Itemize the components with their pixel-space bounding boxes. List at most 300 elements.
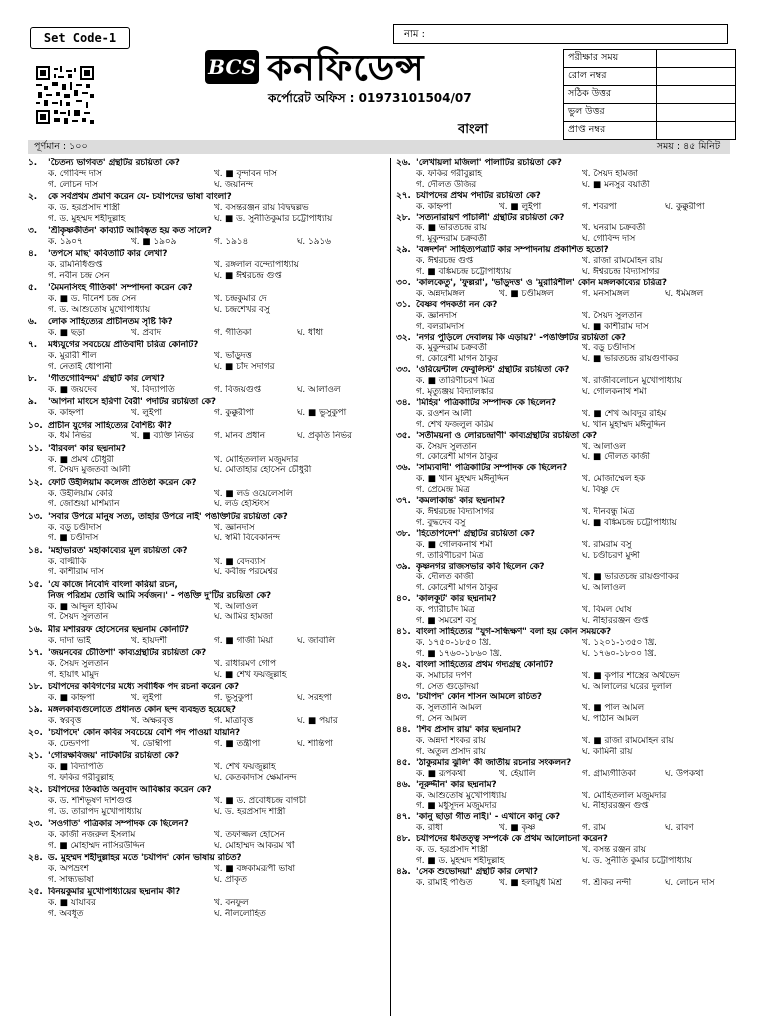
question-stem xyxy=(396,278,748,289)
answer-option[interactable]: ঘ. রাবণ xyxy=(665,823,694,834)
answer-option[interactable]: খ. ■ বঙ্গকামরূপী ভাষা xyxy=(214,864,295,875)
answer-option[interactable]: ঘ. উপকথা xyxy=(665,768,704,779)
question-number: ১৪. xyxy=(28,545,43,556)
answer-option[interactable]: খ. ■ লর্ড ওয়েলেসলি xyxy=(214,488,293,499)
answer-option[interactable]: ঘ. ■ কাশীরাম দাস xyxy=(582,321,649,332)
info-label: পরীক্ষার সময় xyxy=(564,50,657,68)
answer-option[interactable]: গ. নেতাই ধোপানী xyxy=(48,362,113,373)
answer-option[interactable]: ক. ■ কাহ্নপা xyxy=(48,692,95,703)
answer-option[interactable]: খ. তফাজ্জল হোসেন xyxy=(214,830,285,840)
question-item xyxy=(396,213,748,246)
answer-option[interactable]: ঘ. ■ বঙ্কিমচন্দ্র চট্টোপাধ্যায় xyxy=(582,517,677,528)
question-text: 'বঙ্গদর্শন' সাহিত্যপত্রটি কার সম্পাদনায় প্রকাশিত হতো? xyxy=(416,245,609,256)
question-text: 'গোরক্ষবিজয়' নাটকটির রচয়িতা কে? xyxy=(48,751,180,762)
answer-option[interactable]: ক. অন্নদামঙ্গল xyxy=(416,288,465,299)
answer-option[interactable]: গ. শেখ ফজলুল করিম xyxy=(416,419,494,430)
question-number: ৪০. xyxy=(396,594,411,605)
question-number: ৪৮. xyxy=(396,834,411,845)
answer-option[interactable]: গ. বলরামদাস xyxy=(416,321,465,332)
answer-option[interactable]: গ. ■ তন্ত্রীপা xyxy=(214,738,261,749)
question-number: ২০. xyxy=(28,727,43,738)
question-text: কে সর্বপ্রথম প্রমাণ করেন যে- চর্যাপদের ভাষা বাংলা? xyxy=(48,192,232,203)
question-stem xyxy=(396,245,748,256)
question-number: ২১. xyxy=(28,751,43,762)
answer-option[interactable]: ঘ. মোতাহার হোসেন চৌধুরী xyxy=(214,465,312,476)
question-text: 'সাম্যবাদী' পত্রিকাটির সম্পাদক কে ছিলেন? xyxy=(416,463,568,474)
answer-option[interactable]: ক. আশুতোষ মুখোপাধ্যায় xyxy=(416,790,507,801)
answer-option[interactable]: খ. বসন্ত রঞ্জন রায় xyxy=(582,845,646,856)
answer-option[interactable]: গ. রাম xyxy=(582,823,606,834)
question-stem xyxy=(396,725,748,736)
info-row xyxy=(564,68,736,86)
answer-option[interactable]: ঘ. লোচন দাস xyxy=(665,877,715,888)
question-item xyxy=(396,463,748,496)
answer-option[interactable]: গ. লোচন দাস xyxy=(48,179,98,190)
answer-option[interactable]: খ. মোজাম্মেল হক xyxy=(582,474,645,485)
answer-option[interactable]: ক. ■ আব্দুল হাকিম xyxy=(48,601,118,612)
answer-option[interactable]: খ. হায়দর্শী xyxy=(131,635,168,646)
answer-option[interactable]: খ. ■ রাজা রামমোহন রায় xyxy=(582,736,674,747)
answer-options xyxy=(396,605,748,627)
answer-option[interactable]: গ. ■ ড. মুহম্মদ শহীদুল্লাহ xyxy=(416,856,505,866)
question-text: 'শ্রীকৃষ্ণকীর্তন' কাব্যটি আবিষ্কৃত হয় কত সালে? xyxy=(48,226,212,237)
answer-option[interactable]: গ. ১৯১৪ xyxy=(214,236,249,247)
answer-option[interactable]: ক. ■ রূপকথা xyxy=(416,768,466,779)
answer-option[interactable]: খ. ■ চণ্ডীমঙ্গল xyxy=(499,288,554,299)
answer-option[interactable]: খ. ১২০১-১৩৫০ খ্রি. xyxy=(582,637,657,648)
answer-option[interactable]: খ. ■ পাল আমল xyxy=(582,703,645,714)
answer-option[interactable]: খ. বিমল ঘোষ xyxy=(582,605,632,616)
answer-option[interactable]: ঘ. গোবিন্দ দাস xyxy=(582,234,636,245)
answer-option[interactable]: ঘ. ■ পয়ার xyxy=(297,715,338,726)
info-value[interactable] xyxy=(657,50,736,68)
answer-options xyxy=(396,736,748,758)
answer-option[interactable]: খ. লুইপা xyxy=(131,408,163,419)
answer-option[interactable]: গ. ফকির গরীবুল্লাহ xyxy=(48,772,114,783)
info-value[interactable] xyxy=(657,122,736,140)
answer-option[interactable]: গ. সেন আমল xyxy=(416,714,467,725)
question-number: ৪৫. xyxy=(396,757,411,768)
answer-option[interactable]: ঘ. কেতকাদাস ক্ষেমানন্দ xyxy=(214,772,297,783)
question-stem xyxy=(28,682,380,693)
question-stem xyxy=(28,819,380,830)
answer-option[interactable]: গ. মাত্রাবৃত্ত xyxy=(214,715,253,726)
answer-option[interactable]: ঘ. নীহাররঞ্জন গুপ্ত xyxy=(582,801,649,812)
answer-option[interactable]: ঘ. কামিনী রায় xyxy=(582,746,633,757)
question-stem xyxy=(396,594,748,605)
question-item xyxy=(28,340,380,373)
subject-title: বাংলা xyxy=(458,122,489,137)
answer-option[interactable]: ক. কাহ্নপা xyxy=(48,408,84,419)
answer-option[interactable]: খ. রাধারমণ গোপ xyxy=(214,658,276,669)
answer-option[interactable]: ক. মুরারী শীল xyxy=(48,351,97,362)
answer-option[interactable]: গ. মানব প্রধান xyxy=(214,431,266,442)
question-item xyxy=(28,374,380,396)
question-text: 'তপসে মাছ' কবিতাটি কার লেখা? xyxy=(48,249,168,260)
answer-option[interactable]: ঘ. আলাওল xyxy=(582,583,626,594)
answer-option[interactable]: গ. মুকুন্দরাম চক্রবর্তী xyxy=(416,234,487,245)
answer-options xyxy=(28,864,380,886)
answer-options xyxy=(396,289,748,300)
answer-option[interactable]: ক. কাজী নজরুল ইসলাম xyxy=(48,830,136,840)
answer-option[interactable]: ঘ. ■ ড. সুনীতিকুমার চট্টোপাধ্যায় xyxy=(214,213,333,224)
answer-option[interactable]: গ. কোরেশী মাগন ঠাকুর xyxy=(416,583,499,594)
answer-option[interactable]: ঘ. ■ ভারতচন্দ্র রায়গুণাকর xyxy=(582,354,679,365)
question-text: মঙ্গলকাব্যগুলোতে প্রধানত কোন ছন্দ ব্যবহৃত হয়েছে? xyxy=(48,704,236,715)
answer-option[interactable]: খ. বিদ্যাপতি xyxy=(131,385,175,396)
answer-option[interactable]: গ. ■ চণ্ডীদাস xyxy=(48,533,99,544)
question-item xyxy=(396,365,748,398)
answer-option[interactable]: খ. রাজীবলোচন মুখোপাধ্যায় xyxy=(582,376,682,387)
info-value[interactable] xyxy=(657,68,736,86)
answer-option[interactable]: ঘ. জয়ানন্দ xyxy=(214,179,253,190)
answer-option[interactable]: ক. স্বরবৃত্ত xyxy=(48,715,82,726)
answer-option[interactable]: ঘ. ■ ঈশ্বরচন্দ্র গুপ্ত xyxy=(214,270,282,281)
answer-option[interactable]: ক. বাল্মীকি xyxy=(48,556,87,567)
answer-option[interactable]: ঘ. আলালের ঘরের দুলাল xyxy=(582,681,672,692)
answer-option[interactable]: ঘ. ১৭৬০-১৮০০ খ্রি. xyxy=(582,648,657,659)
answer-option[interactable]: ক. সুলতানি আমল xyxy=(416,703,482,714)
answer-option[interactable]: গ. কাশীরাম দাস xyxy=(48,567,104,578)
answer-option[interactable]: ঘ. প্রাকৃত xyxy=(214,874,247,885)
answer-option[interactable]: খ. ■ ব্যক্তি নির্ভর xyxy=(131,431,194,442)
answer-option[interactable]: খ. মোহিতলাল মজুমদার xyxy=(214,454,299,465)
answer-option[interactable]: গ. মৃত্যুঞ্জয় বিদ্যালঙ্কার xyxy=(416,387,494,398)
question-stem xyxy=(396,158,748,169)
answer-option[interactable]: ক. ১৯০৭ xyxy=(48,236,83,247)
question-item xyxy=(396,158,748,191)
question-item xyxy=(28,158,380,191)
answer-option[interactable]: ক. রওশন আলী xyxy=(416,408,472,419)
answer-option[interactable]: খ. ■ ভারতচন্দ্র রায়গুণাকর xyxy=(582,572,679,583)
answer-option[interactable]: ক. ফকির গরীবুল্লাহ xyxy=(416,168,482,179)
answer-option[interactable]: ক. সমাচার দর্পণ xyxy=(416,670,472,681)
answer-option[interactable]: ক. ■ ভারতচন্দ্র রায় xyxy=(416,223,487,234)
answer-option[interactable]: খ. দীনবন্ধু মিত্র xyxy=(582,507,635,517)
answer-option[interactable]: খ. রঙ্গলাল বন্দ্যোপাধ্যায় xyxy=(214,260,299,271)
answer-option[interactable]: ঘ. লর্ড হেস্টিংস xyxy=(214,499,270,510)
answer-option[interactable]: গ. বুদ্ধদেব বসু xyxy=(416,517,466,528)
answer-option[interactable]: খ. সৈয়দ সুলতান xyxy=(582,310,643,321)
answer-option[interactable]: গ. ■ সমরেশ বসু xyxy=(416,616,477,627)
question-number: ৩৩. xyxy=(396,365,411,376)
info-value[interactable] xyxy=(657,86,736,104)
question-number: ১৬. xyxy=(28,624,43,635)
answer-option[interactable]: ক. সৈয়দ সুলতান xyxy=(48,658,109,669)
question-item xyxy=(396,333,748,366)
answer-option[interactable]: খ. ■ বেদব্যাস xyxy=(214,556,266,567)
answer-option[interactable]: খ. ■ হলায়ুধ মিশ্র xyxy=(499,877,562,888)
answer-option[interactable]: খ. রাজা রামমোহন রায় xyxy=(582,256,663,267)
answer-option[interactable]: ক. দাদা ভাই xyxy=(48,635,91,646)
answer-option[interactable]: ক. কাহ্নপা xyxy=(416,201,452,212)
question-text: 'চর্যাপদ' কোন শাসন আমলে রচিত? xyxy=(416,692,542,703)
question-stem xyxy=(28,317,380,328)
question-text: 'কালকেতু', 'ফুল্লরা', 'ভাঁড়ুদত্ত' ও 'মুরারিশীল' কোন মঙ্গলকাব্যের চরিত্র? xyxy=(416,277,667,288)
answer-options xyxy=(396,223,748,245)
answer-option[interactable]: গ. কোরেশী মাগন ঠাকুর xyxy=(416,452,499,463)
answer-option[interactable]: ঘ. খান মুহাম্মদ মঈনুদ্দিন xyxy=(582,419,666,430)
question-item xyxy=(396,812,748,834)
answer-option[interactable]: খ. ■ ড. প্রবোধচন্দ্র বাগচী xyxy=(214,795,307,806)
answer-option[interactable]: গ. তারিণীচরণ মিত্র xyxy=(416,550,484,561)
answer-option[interactable]: গ. প্রেমেন্দ্র মিত্র xyxy=(416,485,470,496)
answer-option[interactable]: ক. ■ প্রমথ চৌধুরী xyxy=(48,454,114,465)
answer-option[interactable]: ঘ. প্রকৃতি নির্ভর xyxy=(297,431,352,442)
answer-option[interactable]: খ. ■ শেখ আবদুর রহিম xyxy=(582,408,667,419)
answer-options xyxy=(28,898,380,920)
answer-option[interactable]: ঘ. মোহাম্মদ আকরম খাঁ xyxy=(214,840,295,851)
question-text-continued: নিজ পরিশ্রম তোষি আমি সর্বজন।' - পঙক্তি দু'টির রচয়িতা কে? xyxy=(48,590,272,601)
answer-option[interactable]: গ. কুক্কুরীপা xyxy=(214,408,254,419)
question-item xyxy=(28,226,380,248)
answer-option[interactable]: ক. জ্ঞানদাস xyxy=(416,310,457,321)
answer-option[interactable]: গ. ■ বঙ্কিমচন্দ্র চট্টোপাধ্যায় xyxy=(416,267,512,278)
answer-options xyxy=(396,442,748,464)
answer-option[interactable]: খ. ঘনরাম চক্রবর্তী xyxy=(582,223,646,234)
answer-option[interactable]: গ. মনসামঙ্গল xyxy=(582,288,630,299)
info-row xyxy=(564,50,736,68)
question-text: 'চৈতন্য ভাগবত' গ্রন্থটির রচয়িতা কে? xyxy=(48,158,180,168)
answer-option[interactable]: খ. চন্দ্রকুমার দে xyxy=(214,294,267,305)
answer-option[interactable]: খ. আলাওল xyxy=(214,601,258,612)
answer-option[interactable]: খ. হেঁয়ালি xyxy=(499,768,536,779)
answer-option[interactable]: ক. ড. হরপ্রসাদ শাস্ত্রী xyxy=(48,202,120,213)
answer-option[interactable]: গ. সৈয়দ সুলতান xyxy=(48,612,109,623)
answer-option[interactable]: গ. ■ ১৭৬০-১৮৬০ খ্রি. xyxy=(416,648,503,659)
answer-option[interactable]: ঘ. ■ শেখ ফয়জুল্লাহ xyxy=(214,669,287,680)
answer-option[interactable]: ঘ. সরহপা xyxy=(297,692,332,703)
answer-option[interactable]: ক. অপভ্রংশ xyxy=(48,864,89,875)
question-number: ১২. xyxy=(28,477,43,488)
question-text: মীর মশাররফ হোসেনের ছদ্মনাম কোনটি? xyxy=(48,624,190,635)
answer-option[interactable]: ঘ. ড. হরপ্রসাদ শাস্ত্রী xyxy=(214,806,286,817)
answer-option[interactable]: ক. সৈয়দ সুলতান xyxy=(416,441,477,452)
answer-option[interactable]: ক. ■ যাযাবর xyxy=(48,898,96,909)
answer-option[interactable]: ক. গোবিন্দ দাস xyxy=(48,168,102,179)
answer-option[interactable]: খ. জ্ঞানদাস xyxy=(214,522,255,533)
info-label: ভুল উত্তর xyxy=(564,104,657,122)
answer-option[interactable]: ঘ. গোলকনাথ শর্মা xyxy=(582,387,647,398)
answer-option[interactable]: গ. ড. আশুতোষ মুখোপাধ্যায় xyxy=(48,304,151,315)
question-text: 'নূরুদ্দীন' কার ছদ্মনাম? xyxy=(416,779,497,790)
question-number: ৮. xyxy=(28,374,38,385)
answer-option[interactable]: ক. ■ খান মুহম্মদ মঈনুদ্দিন xyxy=(416,474,509,485)
question-stem xyxy=(396,365,748,376)
answer-option[interactable]: গ. সৈয়দ মুজতবা আলী xyxy=(48,465,131,476)
question-number: ৪৩. xyxy=(396,692,411,703)
answer-option[interactable]: খ. ভাঁড়ুদত্ত xyxy=(214,351,252,362)
answer-option[interactable]: গ. দৌলত উজির xyxy=(416,179,477,190)
answer-options xyxy=(28,489,380,511)
question-item xyxy=(28,785,380,818)
answer-option[interactable]: গ. অবধূত xyxy=(48,908,84,919)
name-field[interactable] xyxy=(393,24,728,44)
question-number: ৩২. xyxy=(396,332,411,343)
answer-option[interactable]: গ. সান্ধ্যভাষা xyxy=(48,874,94,885)
answer-option[interactable]: খ. লুইপা xyxy=(131,692,163,703)
answer-option[interactable]: গ. নবীন চন্দ্র সেন xyxy=(48,270,110,281)
answer-option[interactable]: ক. ধর্ম নির্ভর xyxy=(48,431,92,442)
answer-option[interactable]: গ. অতুল প্রসাদ রায় xyxy=(416,746,486,757)
answer-option[interactable]: ঘ. ■ চাঁদ সদাগর xyxy=(214,362,275,373)
answer-option[interactable]: খ. ■ লুইপা xyxy=(499,201,542,212)
question-item xyxy=(28,580,380,624)
answer-option[interactable]: ক. দৌলত কাজী xyxy=(416,572,474,583)
answer-option[interactable]: ঘ. চণ্ডীচরণ মুন্সী xyxy=(582,550,640,561)
question-number: ৪৬. xyxy=(396,779,411,790)
answer-option[interactable]: ঘ. চন্দ্রশেখর বসু xyxy=(214,304,270,315)
question-number: ৩. xyxy=(28,226,38,237)
question-item xyxy=(396,725,748,758)
question-stem xyxy=(28,853,380,864)
answer-option[interactable]: ক. মুকুন্দরাম চক্রবর্তী xyxy=(416,343,488,354)
answer-options xyxy=(396,409,748,431)
answer-options xyxy=(28,602,380,624)
answer-option[interactable]: ঘ. ধাঁধা xyxy=(297,328,323,339)
answer-option[interactable]: গ. ড. মুহম্মদ শহীদুল্লাহ xyxy=(48,213,126,224)
answer-option[interactable]: ক. ঢেন্ডণপা xyxy=(48,738,90,749)
question-item xyxy=(28,317,380,339)
answer-option[interactable]: গ. বিজয়গুপ্ত xyxy=(214,385,261,396)
answer-option[interactable]: ঘ. ■ দৌলত কাজী xyxy=(582,452,650,463)
answer-option[interactable]: ক. ঈশ্বরচন্দ্র বিদ্যাসাগর xyxy=(416,507,495,517)
answer-option[interactable]: খ. ■ ১৯০৯ xyxy=(131,236,177,247)
info-value[interactable] xyxy=(657,104,736,122)
answer-option[interactable]: ঘ. ধর্মমঙ্গল xyxy=(665,288,704,299)
answer-option[interactable]: ক. প্যারীচাঁদ মিত্র xyxy=(416,605,475,616)
question-number: ১৫. xyxy=(28,579,43,590)
answer-option[interactable]: ক. অন্নদা শংকর রায় xyxy=(416,736,486,747)
answer-option[interactable]: ক. রাধা xyxy=(416,823,443,834)
answer-option[interactable]: ঘ. আলাওল xyxy=(297,385,341,396)
answer-option[interactable]: খ. আলাওল xyxy=(582,441,626,452)
answer-option[interactable]: ক. ■ ড. দীনেশ চন্দ্র সেন xyxy=(48,294,137,305)
question-stem xyxy=(28,158,380,169)
answer-option[interactable]: খ. রামরাম বসু xyxy=(582,539,632,550)
question-stem xyxy=(28,512,380,523)
question-text: 'সওগাত' পত্রিকার সম্পাদক কে ছিলেন? xyxy=(48,819,189,830)
answer-option[interactable]: গ. ■ মোহাম্মদ নাসিরউদ্দিন xyxy=(48,840,145,851)
question-stem xyxy=(28,546,380,557)
question-number: ৪৯. xyxy=(396,866,411,877)
answer-option[interactable]: ক. রামনিধিগুপ্ত xyxy=(48,260,103,271)
answer-option[interactable]: খ. বড়ু চণ্ডীদাস xyxy=(582,343,636,354)
answer-option[interactable]: খ. শেখ ফয়জুল্লাহ xyxy=(214,761,276,772)
answer-option[interactable]: খ. প্রবাদ xyxy=(131,328,162,339)
answer-option[interactable]: ক. উইলিয়াম কেরি xyxy=(48,488,113,499)
answer-option[interactable]: ক. ড. শশিভূষণ দাশগুপ্ত xyxy=(48,795,132,806)
answer-option[interactable]: ঘ. ১৯১৬ xyxy=(297,236,331,247)
question-stem xyxy=(396,300,748,311)
answer-option[interactable]: ঘ. ঈশ্বরচন্দ্র বিদ্যাসাগর xyxy=(582,267,660,278)
answer-option[interactable]: ক. ঈশ্বরচন্দ্র গুপ্ত xyxy=(416,256,474,267)
question-text: 'সত্যনারায়ণ পাঁচালী' গ্রন্থটির রচয়িতা কে? xyxy=(416,212,565,223)
question-text: 'মিহির' পত্রিকাটির সম্পাদক কে ছিলেন? xyxy=(416,397,557,408)
answer-option[interactable]: গ. ড. তারাপদ মুখোপাধ্যায় xyxy=(48,806,142,817)
question-item xyxy=(396,300,748,333)
answer-option[interactable]: ক. বড়ু চণ্ডীদাস xyxy=(48,522,102,533)
question-stem xyxy=(28,478,380,489)
answer-option[interactable]: গ. জোশুয়া মার্শম্যান xyxy=(48,499,120,510)
answer-options xyxy=(396,823,748,834)
question-number: ১৯. xyxy=(28,704,43,715)
question-number: ৪১. xyxy=(396,626,411,637)
answer-option[interactable]: ঘ. নীললোহিত xyxy=(214,908,266,919)
answer-option[interactable]: গ. গীতিকা xyxy=(214,328,252,339)
answer-option[interactable]: খ. ■ কৃষ্ণ xyxy=(499,823,536,834)
answer-option[interactable]: ঘ. ড. সুনীতি কুমার চট্টোপাধ্যায় xyxy=(582,856,692,866)
question-stem xyxy=(396,692,748,703)
question-number: ৩৪. xyxy=(396,397,411,408)
answer-option[interactable]: খ. অক্ষরবৃত্ত xyxy=(131,715,174,726)
answer-option[interactable]: ক. ■ জয়দেব xyxy=(48,385,97,396)
answer-option[interactable]: ঘ. জাবালি xyxy=(297,635,335,646)
answer-option[interactable]: ঘ. আমির হামজা xyxy=(214,612,273,623)
answer-option[interactable]: গ. ■ মধুসূদন মজুমদার xyxy=(416,801,497,812)
answer-option[interactable]: ক. ■ ছড়া xyxy=(48,328,86,339)
answer-option[interactable]: ঘ. কবীন্দ্র পরমেশ্বর xyxy=(214,567,278,578)
question-text: 'গীতগোবিন্দম' গ্রন্থটি কার লেখা? xyxy=(48,374,165,385)
answer-option[interactable]: গ. ভুসুকুপা xyxy=(214,692,253,703)
question-item xyxy=(28,397,380,419)
answer-option[interactable]: ক. রামাই পণ্ডিত xyxy=(416,877,473,888)
question-item xyxy=(28,283,380,316)
answer-option[interactable]: ক. ১৭৫০-১৮৫০ খ্রি. xyxy=(416,637,492,648)
answer-option[interactable]: ঘ. ■ ভুসুকুপা xyxy=(297,408,347,419)
answer-option[interactable]: খ. ডোম্বীপা xyxy=(131,738,172,749)
answer-option[interactable]: ঘ. নীহাররঞ্জন গুপ্ত xyxy=(582,616,649,627)
answer-option[interactable]: গ. ■ গাজী মিয়া xyxy=(214,635,274,646)
answer-option[interactable]: খ. বসন্তরঞ্জন রায় বিদ্বদ্বল্লভ xyxy=(214,202,309,213)
question-item xyxy=(28,192,380,225)
question-item xyxy=(396,660,748,693)
question-item xyxy=(28,625,380,647)
question-number: ৩১. xyxy=(396,299,411,310)
answer-option[interactable]: ঘ. শান্তিপা xyxy=(297,738,333,749)
answer-option[interactable]: ঘ. কুক্কুরীপা xyxy=(665,201,705,212)
answer-option[interactable]: খ. বনফুল xyxy=(214,898,249,909)
answer-option[interactable]: ক. ড. হরপ্রসাদ শাস্ত্রী xyxy=(416,845,488,856)
answer-option[interactable]: খ. সৈয়দ হামজা xyxy=(582,168,638,179)
answer-option[interactable]: ঘ. ■ মনসুর বয়াতী xyxy=(582,179,650,190)
answer-option[interactable]: ঘ. স্বামী বিবেকানন্দ xyxy=(214,533,280,544)
answer-option[interactable]: খ. ■ কৃপার শাস্ত্রের অর্থভেদ xyxy=(582,670,680,681)
answer-option[interactable]: ক. ■ গোলকনাথ শর্মা xyxy=(416,539,493,550)
answer-option[interactable]: গ. কোরেশী মাগন ঠাকুর xyxy=(416,354,499,365)
answer-option[interactable]: ঘ. পাঠান আমল xyxy=(582,714,639,725)
answer-options xyxy=(28,328,380,339)
answer-option[interactable]: খ. মোহিতলাল মজুমদার xyxy=(582,790,667,801)
answer-option[interactable]: গ. শ্রীকর নন্দী xyxy=(582,877,632,888)
answer-option[interactable]: ক. ■ তারিণীচরণ মিত্র xyxy=(416,376,495,387)
answer-option[interactable]: গ. সেত গুড়োদয়া xyxy=(416,681,479,692)
question-number: ২৬. xyxy=(396,158,411,168)
answer-option[interactable]: ক. ■ বিদ্যাপতি xyxy=(48,761,104,772)
answer-option[interactable]: গ. গ্রাম্যগীতিকা xyxy=(582,768,637,779)
question-number: ৫. xyxy=(28,283,38,294)
question-text: ড. মুহম্মদ শহীদুল্লাহর মতে 'চর্যাপদ' কোন ভাষায় রচিত? xyxy=(48,853,242,864)
answer-option[interactable]: গ. হায়াৎ মামুদ xyxy=(48,669,99,680)
questions-right-column xyxy=(390,158,748,1016)
answer-option[interactable]: গ. শবরপা xyxy=(582,201,617,212)
question-item xyxy=(28,887,380,920)
answer-option[interactable]: খ. ■ বৃন্দাবন দাস xyxy=(214,168,277,179)
answer-option[interactable]: ঘ. বিষ্ণু দে xyxy=(582,485,620,496)
question-item xyxy=(28,249,380,282)
question-text: 'ঠাকুরমার ঝুলি' কী জাতীয় রচনার সংকলন? xyxy=(416,757,572,768)
answer-options xyxy=(28,523,380,545)
